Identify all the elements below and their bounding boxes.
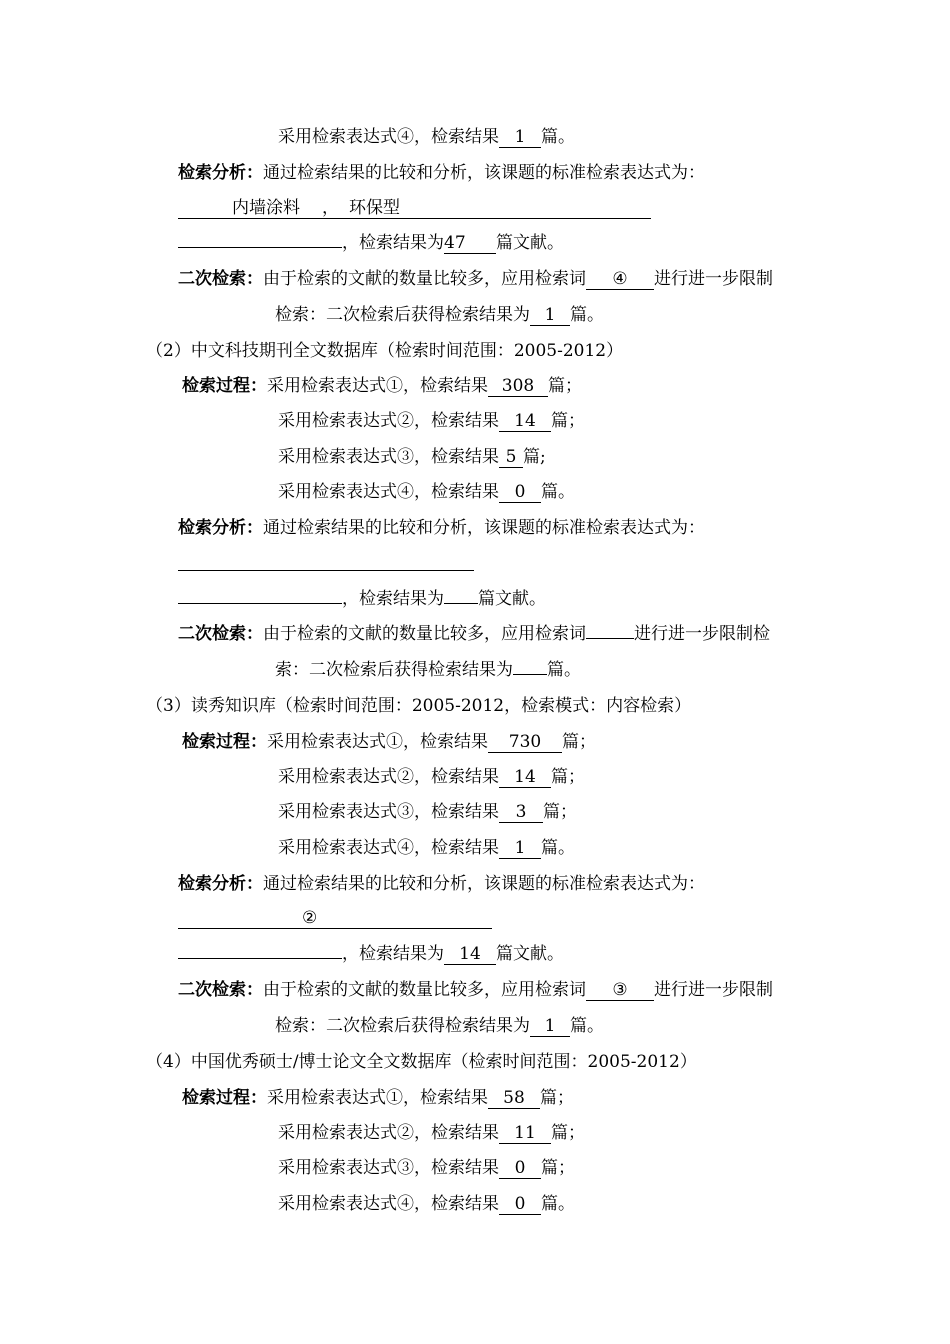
result-count <box>444 603 478 604</box>
unit-text: 篇文献。 <box>496 944 564 964</box>
result-count: 14 <box>444 945 496 965</box>
result-count: 0 <box>499 1195 541 1215</box>
standard-expression-term-a: 内墙涂料 <box>232 198 300 218</box>
expression-text: 采用检索表达式①，检索结果 <box>267 376 488 396</box>
result-count: 730 <box>488 733 562 753</box>
secondary-label: 二次检索： <box>178 980 263 1000</box>
blank-field <box>178 958 342 959</box>
secondary-term <box>586 638 634 639</box>
secondary-result-line <box>275 1015 604 1037</box>
secondary-result-line <box>275 659 581 681</box>
expression-text: 采用检索表达式③，检索结果 <box>278 802 499 822</box>
expression-text: 采用检索表达式②，检索结果 <box>278 1123 499 1143</box>
result-count: 0 <box>499 1159 541 1179</box>
process-label: 检索过程： <box>182 1088 267 1108</box>
secondary-result-text: 索：二次检索后获得检索结果为 <box>275 660 513 680</box>
unit-text: 篇； <box>551 767 585 787</box>
unit-text: 篇。 <box>570 305 604 325</box>
unit-text: 篇文献。 <box>496 233 564 253</box>
standard-expression-line <box>178 907 492 929</box>
secondary-result-count: 1 <box>530 306 570 326</box>
result-count-line <box>178 232 564 254</box>
expression-text: 采用检索表达式③，检索结果 <box>278 1158 499 1178</box>
result-is-text: ，检索结果为 <box>342 233 444 253</box>
search-expression-1-line <box>182 731 596 753</box>
result-count: 1 <box>499 839 541 859</box>
unit-text: 篇； <box>541 1158 575 1178</box>
result-count: 14 <box>499 768 551 788</box>
secondary-text-post: 进行进一步限制检 <box>634 624 770 644</box>
expression-text: 采用检索表达式④，检索结果 <box>278 838 499 858</box>
analysis-label: 检索分析： <box>178 874 263 894</box>
secondary-label: 二次检索： <box>178 269 263 289</box>
standard-expression-line <box>178 197 651 219</box>
analysis-line <box>178 162 705 184</box>
secondary-text: 由于检索的文献的数量比较多，应用检索词 <box>263 269 586 289</box>
secondary-term: ③ <box>586 981 654 1001</box>
result-count: 308 <box>488 377 548 397</box>
expression-text: 采用检索表达式②，检索结果 <box>278 767 499 787</box>
unit-text: 篇； <box>548 376 582 396</box>
unit-text: 篇； <box>540 1088 574 1108</box>
result-count-line <box>178 588 546 610</box>
expression-text: 采用检索表达式④，检索结果 <box>278 127 499 147</box>
search-expression-3-line <box>278 1157 575 1179</box>
unit-text: 篇； <box>551 1123 585 1143</box>
result-count: 5 <box>499 448 523 468</box>
blank-expression-rule <box>178 570 474 571</box>
result-count-line <box>178 943 564 965</box>
section-title-4: （4）中国优秀硕士/博士论文全文数据库（检索时间范围：2005-2012） <box>146 1052 697 1072</box>
standard-expression: ② <box>302 908 318 928</box>
unit-text: 篇文献。 <box>478 589 546 609</box>
secondary-label: 二次检索： <box>178 624 263 644</box>
blank-field <box>178 603 342 604</box>
standard-expression-separator: ， <box>322 198 339 218</box>
standard-expression-term-b: 环保型 <box>349 198 400 218</box>
secondary-text-post: 进行进一步限制 <box>654 269 773 289</box>
search-expression-4-line <box>278 481 575 503</box>
secondary-text: 由于检索的文献的数量比较多，应用检索词 <box>263 624 586 644</box>
expression-text: 采用检索表达式①，检索结果 <box>267 1088 488 1108</box>
secondary-text: 由于检索的文献的数量比较多，应用检索词 <box>263 980 586 1000</box>
unit-text: 篇; <box>523 447 546 467</box>
blank-field <box>178 247 342 248</box>
unit-text: 篇； <box>551 411 585 431</box>
search-expression-2-line <box>278 410 585 432</box>
expression-text: 采用检索表达式①，检索结果 <box>267 732 488 752</box>
secondary-term: ④ <box>586 270 654 290</box>
result-is-text: ，检索结果为 <box>342 944 444 964</box>
expression-text: 采用检索表达式④，检索结果 <box>278 1194 499 1214</box>
unit-text: 篇。 <box>541 838 575 858</box>
analysis-text: 通过检索结果的比较和分析，该课题的标准检索表达式为： <box>263 518 705 538</box>
result-is-text: ，检索结果为 <box>342 589 444 609</box>
unit-text: 篇。 <box>541 127 575 147</box>
result-count: 11 <box>499 1124 551 1144</box>
expression-text: 采用检索表达式③，检索结果 <box>278 447 499 467</box>
analysis-text: 通过检索结果的比较和分析，该课题的标准检索表达式为： <box>263 874 705 894</box>
search-expression-2-line <box>278 766 585 788</box>
secondary-search-line <box>178 979 773 1001</box>
secondary-search-line <box>178 268 773 290</box>
unit-text: 篇。 <box>541 1194 575 1214</box>
search-expression-2-line <box>278 1122 585 1144</box>
search-expression-4-line <box>278 1193 575 1215</box>
secondary-text-post: 进行进一步限制 <box>654 980 773 1000</box>
result-count: 47 <box>444 234 496 254</box>
search-expression-4-line <box>278 126 575 148</box>
result-count: 58 <box>488 1089 540 1109</box>
analysis-line <box>178 517 705 539</box>
search-expression-4-line <box>278 837 575 859</box>
search-expression-3-line <box>278 446 546 468</box>
search-expression-1-line <box>182 375 582 397</box>
search-expression-3-line <box>278 801 577 823</box>
secondary-result-count: 1 <box>530 1017 570 1037</box>
unit-text: 篇。 <box>547 660 581 680</box>
secondary-result-text: 检索：二次检索后获得检索结果为 <box>275 1016 530 1036</box>
unit-text: 篇； <box>562 732 596 752</box>
analysis-label: 检索分析： <box>178 518 263 538</box>
expression-text: 采用检索表达式④，检索结果 <box>278 482 499 502</box>
section-title-3: （3）读秀知识库（检索时间范围：2005-2012，检索模式：内容检索） <box>146 696 692 716</box>
secondary-search-line <box>178 623 770 645</box>
secondary-result-line <box>275 304 604 326</box>
analysis-line <box>178 873 705 895</box>
result-count: 14 <box>499 412 551 432</box>
unit-text: 篇。 <box>570 1016 604 1036</box>
unit-text: 篇； <box>543 802 577 822</box>
result-count: 3 <box>499 803 543 823</box>
section-title-2: （2）中文科技期刊全文数据库（检索时间范围：2005-2012） <box>146 341 624 361</box>
analysis-text: 通过检索结果的比较和分析，该课题的标准检索表达式为： <box>263 163 705 183</box>
result-count: 0 <box>499 483 541 503</box>
process-label: 检索过程： <box>182 732 267 752</box>
secondary-result-text: 检索：二次检索后获得检索结果为 <box>275 305 530 325</box>
analysis-label: 检索分析： <box>178 163 263 183</box>
process-label: 检索过程： <box>182 376 267 396</box>
expression-text: 采用检索表达式②，检索结果 <box>278 411 499 431</box>
result-count: 1 <box>499 128 541 148</box>
secondary-result-count <box>513 674 547 675</box>
unit-text: 篇。 <box>541 482 575 502</box>
search-expression-1-line <box>182 1087 574 1109</box>
